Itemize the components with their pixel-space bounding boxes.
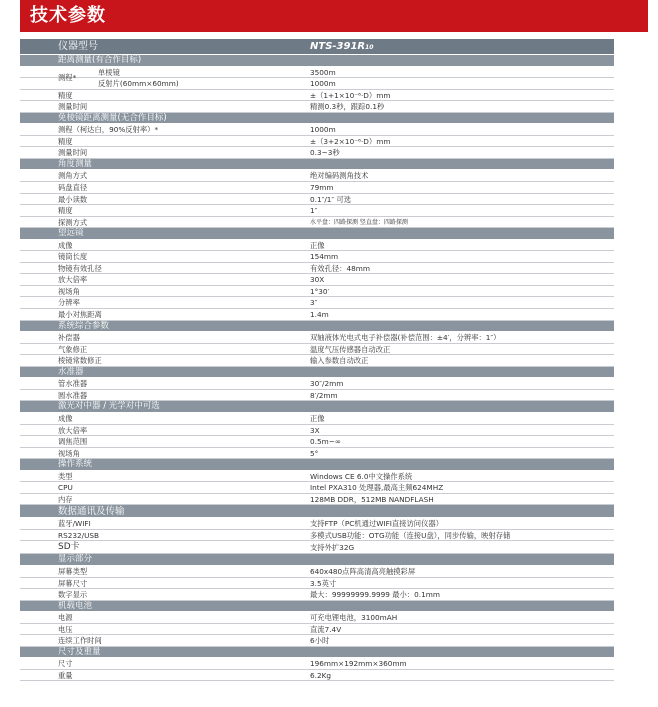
spec-value: 精测0.3秒，跟踪0.1秒 (310, 102, 385, 112)
section-comm (20, 505, 614, 518)
spec-value: 1.4m (310, 310, 329, 320)
spec-row (20, 589, 614, 601)
spec-row (20, 471, 614, 483)
spec-value: 输入参数自动改正 (310, 356, 369, 366)
section-display (20, 554, 614, 566)
spec-row (20, 436, 614, 448)
spec-row (20, 670, 614, 682)
spec-label: 成像 (58, 413, 73, 423)
spec-label: 调焦范围 (58, 437, 88, 447)
spec-label: 数据通讯及传输 (58, 506, 125, 518)
section-plummet (20, 401, 614, 413)
spec-label: 数字显示 (58, 590, 88, 600)
spec-table (20, 39, 614, 681)
section-angle (20, 159, 614, 171)
spec-row (20, 170, 614, 182)
spec-label: 连续工作时间 (58, 636, 102, 646)
spec-label: 管水准器 (58, 379, 88, 389)
section-distance-reflectorless (20, 113, 614, 125)
spec-value: 1″ (310, 206, 318, 216)
spec-label: 免棱镜距离测量(无合作目标) (58, 112, 167, 123)
spec-sublabel: 单棱镜 (98, 67, 120, 77)
spec-value: 3″ (310, 298, 318, 308)
spec-label: 放大倍率 (58, 425, 88, 435)
spec-value: 3X (310, 425, 320, 435)
section-os (20, 459, 614, 471)
spec-label: 距离测量(有合作目标) (58, 55, 142, 65)
spec-label: 屏幕尺寸 (58, 578, 88, 588)
model-row (20, 39, 614, 55)
spec-row (20, 518, 614, 530)
spec-value: 绝对编码测角技术 (310, 171, 369, 181)
spec-value: 直流7.4V (310, 624, 342, 634)
spec-label: 视场角 (58, 286, 80, 296)
spec-row (20, 286, 614, 298)
spec-row (20, 344, 614, 356)
spec-row (20, 217, 614, 229)
spec-row (20, 541, 614, 554)
spec-label: 棱镜常数修正 (58, 356, 102, 366)
spec-value: 30X (310, 275, 325, 285)
spec-row (20, 530, 614, 542)
spec-row (20, 355, 614, 367)
spec-value: 1°30′ (310, 286, 330, 296)
section-distance-prism (20, 55, 614, 67)
spec-value: 多模式USB功能：OTG功能（连接U盘），同步传输，映射存储 (310, 530, 511, 540)
spec-label: 测程（柯达白，90%反射率）* (58, 125, 159, 135)
spec-value: 支持外扩32G (310, 543, 355, 553)
spec-row (20, 101, 614, 113)
spec-value: 1000m (310, 125, 336, 135)
spec-value: 正像 (310, 240, 325, 250)
spec-label: 内存 (58, 494, 73, 504)
spec-label: 系统综合参数 (58, 320, 110, 331)
spec-value: 0.5m~∞ (310, 437, 341, 447)
spec-value: 正像 (310, 413, 325, 423)
spec-row (20, 251, 614, 263)
spec-row (20, 332, 614, 344)
section-label: NTS-391R (310, 41, 366, 52)
spec-row (20, 240, 614, 252)
spec-label: 电源 (58, 613, 73, 623)
spec-value: 640x480点阵高清高亮触摸彩屏 (310, 566, 416, 576)
spec-value: 最大：99999999.9999 最小：0.1mm (310, 590, 440, 600)
spec-row (20, 413, 614, 425)
spec-label: 重量 (58, 670, 73, 680)
spec-row (20, 124, 614, 136)
spec-value: ±（1+1×10⁻⁶·D）mm (310, 90, 391, 100)
spec-label: 探测方式 (58, 217, 88, 227)
spec-row (20, 378, 614, 390)
spec-label: RS232/USB (58, 530, 100, 540)
spec-label: 尺寸及重量 (58, 646, 101, 657)
spec-value: 0.1″/1″ 可选 (310, 194, 352, 204)
spec-label: 屏幕类型 (58, 566, 88, 576)
spec-label: 补偿器 (58, 333, 80, 343)
spec-value: 1000m (310, 79, 336, 89)
spec-value: 6小时 (310, 636, 330, 646)
page-title: 技术参数 (30, 5, 106, 26)
spec-value: 双轴液体光电式电子补偿器(补偿范围：±4′，分辨率：1″） (310, 333, 501, 343)
spec-value: 水平盘：四路探测 竖直盘：四路探测 (310, 218, 408, 226)
section-system (20, 321, 614, 333)
spec-label: 放大倍率 (58, 275, 88, 285)
spec-row (20, 658, 614, 670)
spec-row (20, 205, 614, 217)
spec-row (20, 263, 614, 275)
spec-value: 8′/2mm (310, 390, 338, 400)
spec-row (20, 274, 614, 286)
spec-row (20, 578, 614, 590)
section-battery (20, 601, 614, 613)
spec-label: 水准器 (58, 366, 84, 377)
title-banner (20, 0, 648, 32)
spec-row (20, 448, 614, 460)
spec-value: ±（3+2×10⁻⁶·D）mm (310, 136, 391, 146)
spec-value: 196mm×192mm×360mm (310, 659, 407, 669)
spec-label: 视场角 (58, 448, 80, 458)
spec-row (20, 390, 614, 402)
spec-label: CPU (58, 483, 73, 493)
spec-value: 128MB DDR，512MB NANDFLASH (310, 494, 434, 504)
spec-value: 30″/2mm (310, 379, 344, 389)
spec-value: Intel PXA310 处理器,最高主频624MHZ (310, 483, 444, 493)
spec-value: 154mm (310, 252, 339, 262)
spec-row (20, 90, 614, 102)
spec-label: 机载电池 (58, 600, 93, 611)
spec-label: 分辨率 (58, 298, 80, 308)
spec-row (20, 147, 614, 159)
section-vial (20, 367, 614, 379)
spec-label: 显示部分 (58, 554, 93, 565)
spec-sublabel: 反射片(60mm×60mm) (98, 79, 179, 89)
spec-label: 气象修正 (58, 344, 88, 354)
spec-label: 镜筒长度 (58, 252, 88, 262)
spec-label: 操作系统 (58, 459, 93, 470)
spec-value: 5° (310, 448, 319, 458)
spec-value: 6.2Kg (310, 670, 332, 680)
section-size (20, 647, 614, 659)
range-label: 测程* (58, 72, 77, 82)
spec-label: 物镜有效孔径 (58, 263, 102, 273)
spec-row (20, 309, 614, 321)
spec-value: 79mm (310, 183, 334, 193)
spec-label: 测量时间 (58, 148, 88, 158)
section-telescope (20, 228, 614, 240)
spec-label: 最小对焦距离 (58, 310, 102, 320)
spec-label: 尺寸 (58, 659, 73, 669)
spec-value: 3500m (310, 67, 336, 77)
spec-value: 3.5英寸 (310, 578, 337, 588)
spec-row (20, 494, 614, 506)
spec-label: 角度测量 (58, 158, 93, 169)
spec-label: 望远镜 (58, 228, 84, 239)
spec-row (20, 78, 614, 90)
spec-row (20, 194, 614, 206)
spec-value: 有效孔径：48mm (310, 263, 370, 273)
spec-value: 可充电锂电池，3100mAH (310, 613, 398, 623)
spec-row (20, 297, 614, 309)
spec-label: 精度 (58, 206, 73, 216)
spec-row (20, 67, 614, 82)
spec-row (20, 635, 614, 647)
spec-value: 支持FTP（PC机通过WIFI直接访问仪器） (310, 519, 443, 529)
spec-row (20, 566, 614, 578)
spec-row (20, 182, 614, 194)
spec-label: 成像 (58, 240, 73, 250)
spec-row (20, 612, 614, 624)
spec-label: 蓝牙/WIFI (58, 519, 91, 529)
spec-value: 0.3~3秒 (310, 148, 340, 158)
spec-label: 测角方式 (58, 171, 88, 181)
model-value (310, 39, 373, 56)
spec-row (20, 136, 614, 148)
spec-label: 最小读数 (58, 194, 88, 204)
spec-row (20, 425, 614, 437)
spec-value: Windows CE 6.0中文操作系统 (310, 471, 413, 481)
section-label: 10 (365, 44, 374, 51)
spec-label: 激光对中器 / 光学对中可选 (58, 401, 160, 412)
spec-label: SD卡 (58, 542, 80, 553)
model-label: 仪器型号 (58, 41, 98, 52)
spec-label: 精度 (58, 90, 73, 100)
spec-label: 电压 (58, 624, 73, 634)
spec-label: 测量时间 (58, 102, 88, 112)
spec-label: 圆水准器 (58, 390, 88, 400)
spec-row (20, 624, 614, 636)
spec-label: 精度 (58, 136, 73, 146)
spec-value: 温度气压传感器自动改正 (310, 344, 391, 354)
spec-label: 码盘直径 (58, 183, 88, 193)
spec-row (20, 482, 614, 494)
spec-label: 类型 (58, 471, 73, 481)
